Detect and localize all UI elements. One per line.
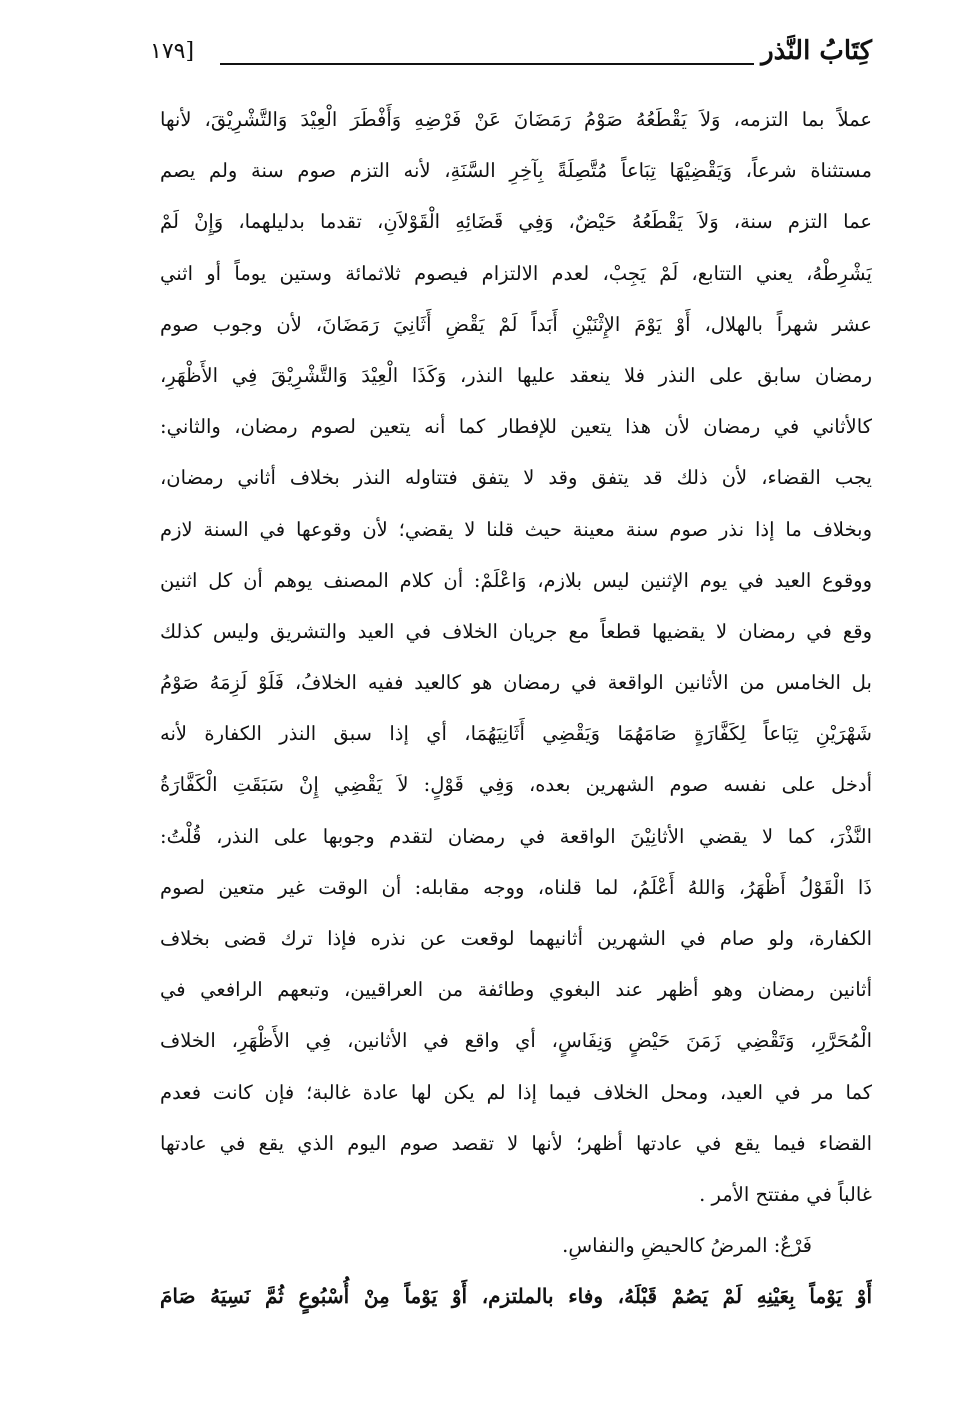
text-line: ووقوع العيد في يوم الإثنين ليس بلازم، وَاعْلَمْ: أن كلام المصنف يوهم أن كل اثنين: [160, 568, 872, 592]
text-line: أدخل على نفسه صوم الشهرين بعده، وَفِي قَوْلٍ: لاَ يَقْضِي إِنْ سَبَقَتِ الْكَفَّارَةُ: [160, 773, 872, 797]
text-line: يَشْرِطْهُ، يعني التتابع، لَمْ يَجِبْ، لعدم الالتزام فيصوم ثلاثمائة وستين يوماً أو اثني: [160, 261, 872, 285]
text-line: يجب القضاء، لأن ذلك قد يتفق وقد لا يتفق فتتاوله النذر بخلاف أثاني رمضان،: [160, 466, 872, 490]
text-line: عما التزم سنة، وَلاَ يَقْطَعُهُ حَيْضٌ، وَفِي قَضَائِهِ الْقَوْلاَنِ، تقدما بدليلهما، وَإِنْ لَمْ: [160, 210, 872, 234]
text-line: شَهْرَيْنِ تِبَاعاً لِكَفَّارَةٍ صَامَهُمَا وَيَقْضِي أَثَانِيَهُمَا، أي إذا سبق النذر الكفارة لأنه: [160, 722, 872, 746]
text-line: كالأثاني في رمضان لأن هذا يتعين للإفطار كما أنه يتعين لصوم رمضان، والثاني:: [160, 415, 872, 439]
header-rule: [220, 63, 754, 65]
text-line: الكفارة، ولو صام في الشهرين أثانيهما لوقعت عن نذره فإذا ترك قضى بخلاف: [160, 927, 872, 950]
text-line: غالباً في مفتتح الأمر .: [699, 1182, 872, 1206]
text-line: ذَا الْقَوْلُ أَظْهَرُ، وَاللهُ أَعْلَمُ، لما قلناه، ووجه مقابله: أن الوقت غير متعين لصوم: [160, 875, 872, 899]
text-line: أثانين رمضان وهو أظهر عند البغوي وطائفة من العراقيين، وتبعهم الرافعي في: [160, 978, 872, 1002]
text-line: عملاً بما التزمه، وَلاَ يَقْطَعُهُ صَوْمُ رَمَضَانَ عَنْ فَرْضِهِ وَأَفْطَرَ الْعِيْدَ وَالتَّشْرِيْقَ، لأنها: [160, 108, 872, 131]
text-line: الْمُحَرَّرِ، وَتَقْضِي زَمَنَ حَيْضٍ وَنِفَاسٍ، أي واقع في الأثانين، فِي الأَظْهَرِ، الخلاف: [160, 1029, 872, 1053]
text-line: عشر شهراً بالهلال، أَوْ يَوْمَ الإِثْنَيْنِ أَبَداً لَمْ يَقْضِ أَثَانِيَ رَمَضَانَ، لأن وجوب صوم: [160, 312, 872, 336]
page-number: [١٧٩: [150, 39, 195, 64]
text-line: كما مر في العيد، ومحل الخلاف فيما إذا لم يكن لها عادة غالبة؛ فإن كانت فعدم: [160, 1080, 872, 1104]
text-line: وقع في رمضان لا يقضيها قطعاً مع جريان الخلاف في العيد والتشريق وليس كذلك: [160, 619, 872, 643]
continuation-line: أَوْ يَوْماً بِعَيْنِهِ لَمْ يَصُمْ قَبْلَهُ، وفاء بالملتزم، أَوْ يَوْماً مِنْ أُسْبُوعٍ ثُمَّ نَسِيَهُ صَامَ: [160, 1284, 872, 1309]
text-line: رمضان سابق على النذر فلا ينعقد عليها النذر، وَكَذَا الْعِيْدَ وَالتَّشْرِيْقَ فِي الأَظْهَرِ،: [160, 363, 872, 387]
running-header: [150, 32, 872, 72]
text-line: النَّذْرَ، كما لا يقضي الأثانِيْنَ الواقعة في رمضان لتقدم وجوبها على النذر، قُلْتُ:: [160, 824, 872, 848]
chapter-title: كِتَابُ النَّذر: [761, 36, 872, 66]
text-line: القضاء فيما يقع في عادتها أظهر؛ لأنها لا تقصد صوم اليوم الذي يقع في عادتها: [160, 1131, 872, 1155]
branch-note: فَرْعٌ: المرضُ كالحيضِ والنفاسِ.: [562, 1234, 812, 1258]
text-line: وبخلاف ما إذا نذر صوم سنة معينة حيث قلنا لا يقضي؛ لأن وقوعها في السنة لازم: [160, 517, 872, 541]
body-text: [160, 94, 872, 1323]
text-line: مستثناة شرعاً، وَيَقْضِيْهَا تِبَاعاً مُتَّصِلَةً بِآخِرِ السَّنَةِ، لأنه التزم صوم سنة ولم يصم: [160, 159, 872, 183]
text-line: بل الخامس من الأثانين الواقعة في رمضان هو كالعيد ففيه الخلافُ، فَلَوْ لَزِمَهُ صَوْمُ: [160, 671, 872, 695]
